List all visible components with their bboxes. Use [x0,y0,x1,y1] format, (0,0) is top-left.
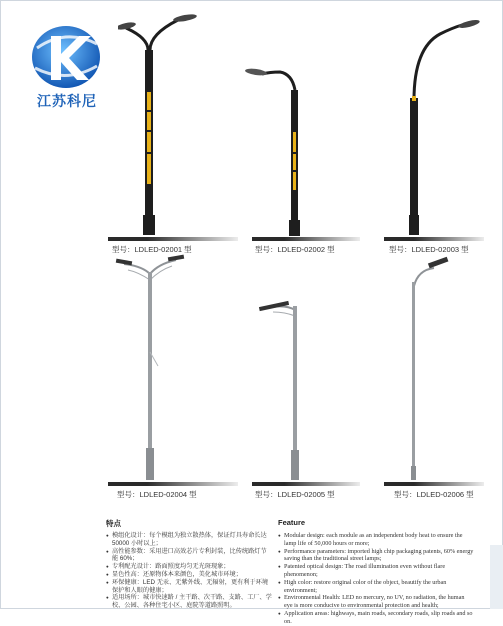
pole-ldled-02006 [400,252,470,484]
features-cn-item: ● 环保健康：LED 无汞、无紫外线、无辐射，更有利于环境保护和人眼的健康； [106,579,272,595]
features-cn-item: ● 高性能参数：采用进口高效芯片专利封装，比传统路灯节能 60%； [106,548,272,564]
features-en-title: Feature [278,518,306,527]
caption-ldled-02006: 型号：LDLED-02006 型 [394,490,474,499]
caption-ldled-02005: 型号：LDLED-02005 型 [255,490,335,499]
features-en-item: ● Performance parameters: imported high chip packaging patents, 60% energy saving than the traditional street lamps; [278,548,474,564]
caption-ldled-02003: 型号：LDLED-02003 型 [389,245,469,254]
brand-name: 江苏科尼 [37,94,97,110]
logo-emblem-icon [29,22,103,92]
features-en-item: ● Patented optical design: The road illumination even without flare phenomenon; [278,563,474,579]
features-en-list [278,532,474,626]
brand-logo [27,18,105,118]
caption-bar-4 [108,482,238,486]
caption-ldled-02001: 型号：LDLED-02001 型 [112,245,192,254]
features-cn-item: ● 模组化设计：每个模组为独立散热体，保证灯具寿命长达 50000 小时以上； [106,532,272,548]
features-en-item: ● Application areas: highways, main roads, secondary roads, slip roads and so on. [278,610,474,626]
page-edge-strip [490,545,503,609]
features-cn-item: ● 显色性高：还原物体本来颜色，美化城市环境； [106,571,272,579]
pole-ldled-02001 [118,10,238,238]
caption-ldled-02002: 型号：LDLED-02002 型 [255,245,335,254]
pole-ldled-02002 [240,60,320,238]
caption-bar-3 [384,237,484,241]
features-cn-item: ● 专利配光设计：路面照度均匀无光斑现象； [106,563,272,571]
caption-bar-5 [252,482,360,486]
caption-ldled-02004: 型号：LDLED-02004 型 [117,490,197,499]
pole-ldled-02003 [400,10,490,238]
features-cn-title: 特点 [106,519,121,528]
features-cn-item: ● 适用场所：城市快速路 / 主干路、次干路、支路、工厂、学校、公园、各种住宅小区、庭院等道路照明。 [106,594,272,610]
features-en-item: ● High color: restore original color of the object, beautify the urban environment; [278,579,474,595]
caption-bar-1 [108,237,238,241]
caption-bar-6 [384,482,484,486]
features-en-item: ● Modular design: each module as an independent body heat to ensure the lamp life of 50,000 hours or more; [278,532,474,548]
pole-ldled-02004 [112,252,192,484]
caption-bar-2 [252,237,360,241]
features-en-item: ● Environmental Health: LED no mercury, no UV, no radiation, the human eye is more conducive to environmental protection and health; [278,594,474,610]
pole-ldled-02005 [255,290,315,484]
features-cn-list [106,532,272,610]
